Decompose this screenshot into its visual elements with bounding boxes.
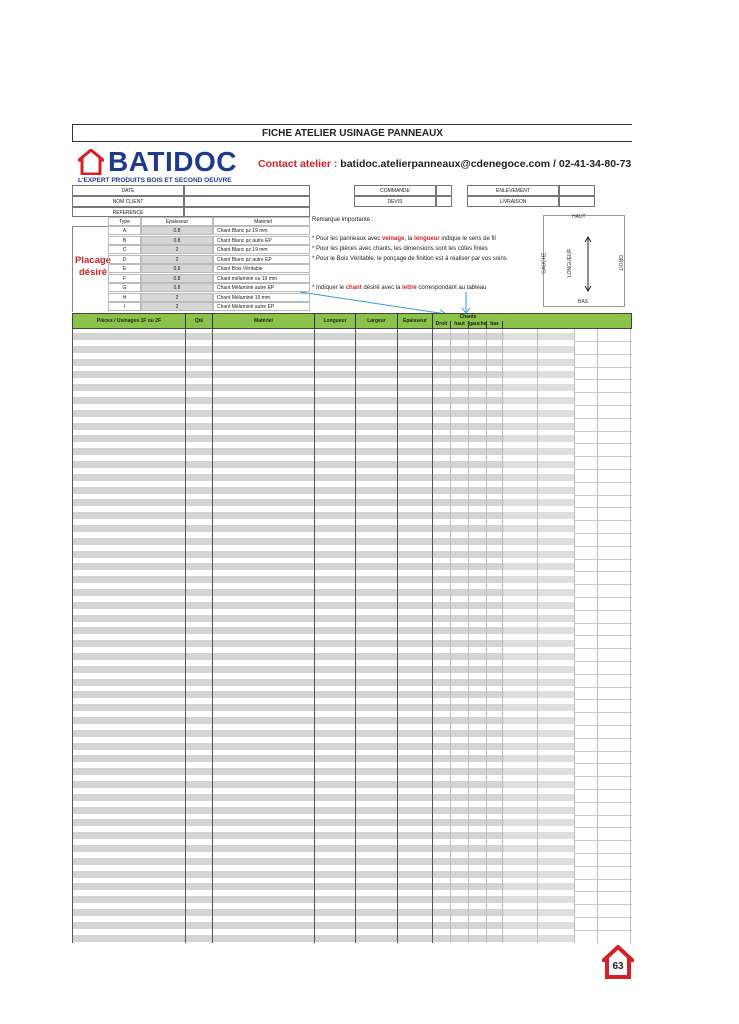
epaisseur-header: Epaisseur	[141, 217, 213, 226]
placage-row	[108, 274, 310, 283]
reference-field[interactable]	[184, 207, 310, 217]
row-divider	[574, 379, 632, 380]
note-chants: * Pour les pièces avec chants, les dimensions sont les côtes finies	[312, 246, 488, 252]
placage-epaisseur: 2	[141, 255, 213, 264]
chant-row-cells[interactable]	[504, 794, 574, 801]
diagram-bas-label: BAS	[578, 299, 589, 305]
chant-row-cells[interactable]	[504, 461, 574, 468]
placage-epaisseur: 2	[141, 245, 213, 254]
table-row[interactable]	[72, 410, 504, 417]
table-row[interactable]	[72, 627, 504, 634]
table-row[interactable]	[72, 883, 504, 890]
row-divider	[574, 571, 632, 572]
note-lettre: * Indiquer le chant désiré avec la lettre correspondant au tableau	[312, 285, 487, 291]
chant-row-cells[interactable]	[504, 474, 574, 481]
table-row[interactable]	[72, 359, 504, 366]
table-row[interactable]	[72, 576, 504, 583]
chant-row-cells[interactable]	[504, 653, 574, 660]
chant-row-cells[interactable]	[504, 730, 574, 737]
table-row[interactable]	[72, 845, 504, 852]
type-header: Type	[108, 217, 141, 226]
date-label: DATE	[72, 185, 184, 196]
table-row[interactable]	[72, 691, 504, 698]
nom-client-label: NOM CLIENT	[72, 196, 184, 207]
row-divider	[574, 738, 632, 739]
table-row[interactable]	[72, 717, 504, 724]
row-divider	[574, 520, 632, 521]
note-veinage: * Pour les panneaux avec veinage, la longueur indique le sens de fil	[312, 236, 496, 242]
commande-label: COMMANDE	[354, 185, 436, 196]
table-row[interactable]	[72, 487, 504, 494]
diagram-gauche-label: GAUCHE	[541, 252, 548, 274]
placage-materiel: Chant Blanc pz 19 mm	[213, 245, 310, 254]
placage-epaisseur: 2	[141, 302, 213, 311]
qte-header: Qté	[186, 314, 213, 328]
row-divider	[574, 853, 632, 854]
chant-row-cells[interactable]	[504, 717, 574, 724]
placage-epaisseur: 2	[141, 293, 213, 302]
page-number: 63	[612, 961, 624, 972]
placage-label	[73, 255, 113, 279]
row-divider	[574, 763, 632, 764]
placage-type: I	[108, 302, 141, 311]
longueur-header: Longueur	[315, 314, 356, 328]
row-divider	[574, 623, 632, 624]
placage-type: B	[108, 236, 141, 245]
chant-row-cells[interactable]	[504, 423, 574, 430]
row-divider	[574, 341, 632, 342]
chant-row-cells[interactable]	[504, 435, 574, 442]
table-row[interactable]	[72, 704, 504, 711]
page-title: FICHE ATELIER USINAGE PANNEAUX	[72, 124, 632, 142]
row-divider	[574, 687, 632, 688]
row-divider	[574, 507, 632, 508]
row-divider	[574, 866, 632, 867]
row-divider	[574, 815, 632, 816]
placage-materiel: Chant mélaminé ou 19 mm	[213, 274, 310, 283]
livraison-label: LIVRAISON	[467, 196, 559, 207]
chant-row-cells[interactable]	[504, 679, 574, 686]
row-divider	[574, 674, 632, 675]
row-divider	[574, 610, 632, 611]
chant-gauche-header: gauche	[469, 321, 487, 327]
row-divider	[574, 597, 632, 598]
placage-header-row	[108, 217, 310, 226]
row-divider	[574, 725, 632, 726]
chant-row-cells[interactable]	[504, 576, 574, 583]
row-divider	[574, 751, 632, 752]
enlevement-field[interactable]	[559, 185, 595, 196]
chant-row-cells[interactable]	[504, 615, 574, 622]
table-row[interactable]	[72, 781, 504, 788]
table-row[interactable]	[72, 461, 504, 468]
row-divider	[574, 495, 632, 496]
row-divider	[574, 635, 632, 636]
enlevement-label: ENLEVEMENT	[467, 185, 559, 196]
diagram-droit-label: DROIT	[616, 255, 623, 271]
row-divider	[574, 904, 632, 905]
row-divider	[574, 917, 632, 918]
chant-row-cells[interactable]	[504, 410, 574, 417]
row-divider	[574, 930, 632, 931]
chant-row-cells[interactable]	[504, 384, 574, 391]
row-divider	[574, 559, 632, 560]
chant-row-cells[interactable]	[504, 371, 574, 378]
placage-materiel: Chant Blanc pz autre EP	[213, 255, 310, 264]
table-row[interactable]	[72, 551, 504, 558]
chant-row-cells[interactable]	[504, 499, 574, 506]
table-row[interactable]	[72, 448, 504, 455]
placage-label-line2: désiré	[79, 267, 107, 278]
contact-phone[interactable]: 02-41-34-80-73	[558, 158, 632, 170]
placage-row	[108, 255, 310, 264]
row-divider	[574, 879, 632, 880]
chant-row-cells[interactable]	[504, 883, 574, 890]
table-row[interactable]	[72, 794, 504, 801]
row-divider	[574, 482, 632, 483]
devis-checkbox[interactable]	[436, 196, 452, 207]
table-row[interactable]	[72, 499, 504, 506]
table-row[interactable]	[72, 909, 504, 916]
table-row[interactable]	[72, 615, 504, 622]
table-row[interactable]	[72, 666, 504, 673]
table-row[interactable]	[72, 589, 504, 596]
date-field[interactable]	[184, 185, 310, 196]
row-divider	[574, 546, 632, 547]
placage-type: E	[108, 264, 141, 273]
row-divider	[574, 533, 632, 534]
commande-checkbox[interactable]	[436, 185, 452, 196]
table-row[interactable]	[72, 384, 504, 391]
chant-row-cells[interactable]	[504, 346, 574, 353]
table-row[interactable]	[72, 896, 504, 903]
table-row[interactable]	[72, 640, 504, 647]
placage-row	[108, 302, 310, 311]
table-row[interactable]	[72, 423, 504, 430]
diagram-haut-label: HAUT	[572, 214, 586, 220]
chant-row-cells[interactable]	[504, 922, 574, 929]
placage-type: C	[108, 245, 141, 254]
brand-logo: BATIDOC	[108, 146, 237, 177]
placage-type: H	[108, 293, 141, 302]
table-row[interactable]	[72, 858, 504, 865]
table-row[interactable]	[72, 333, 504, 340]
chant-row-cells[interactable]	[504, 768, 574, 775]
row-divider	[574, 699, 632, 700]
row-divider	[574, 789, 632, 790]
table-header	[72, 313, 632, 329]
chant-row-cells[interactable]	[504, 871, 574, 878]
placage-row	[108, 283, 310, 292]
chant-droit-header: Droit	[433, 321, 451, 328]
table-row[interactable]	[72, 922, 504, 929]
chant-bas-header: bas	[487, 321, 503, 328]
largeur-header: Largeur	[356, 314, 398, 328]
placage-row	[108, 245, 310, 254]
placage-epaisseur: 0.8	[141, 226, 213, 235]
chant-row-cells[interactable]	[504, 627, 574, 634]
table-row[interactable]	[72, 346, 504, 353]
placage-materiel: Chant Blanc pz 19 mm	[213, 226, 310, 235]
row-divider	[574, 776, 632, 777]
row-divider	[574, 648, 632, 649]
table-row[interactable]	[72, 832, 504, 839]
table-row[interactable]	[72, 525, 504, 532]
chant-row-cells[interactable]	[504, 935, 574, 942]
row-divider	[574, 584, 632, 585]
diagram-longueur-label: LONGUEUR	[567, 248, 574, 278]
placage-materiel: Chant Mélaminé autre EP	[213, 283, 310, 292]
chant-haut-header: haut	[451, 321, 469, 328]
chant-row-cells[interactable]	[504, 755, 574, 762]
chant-row-cells[interactable]	[504, 781, 574, 788]
chant-row-cells[interactable]	[504, 691, 574, 698]
chant-row-cells[interactable]	[504, 359, 574, 366]
row-divider	[574, 367, 632, 368]
chant-row-cells[interactable]	[504, 845, 574, 852]
pieces-grid[interactable]	[72, 329, 632, 943]
chant-row-cells[interactable]	[504, 602, 574, 609]
table-row[interactable]	[72, 512, 504, 519]
row-divider	[574, 469, 632, 470]
contact-line	[258, 158, 631, 170]
chant-row-cells[interactable]	[504, 896, 574, 903]
table-row[interactable]	[72, 538, 504, 545]
notes-heading: Remarque importante :	[312, 217, 374, 223]
placage-materiel: Chant Mélaminé 19 mm	[213, 293, 310, 302]
table-row[interactable]	[72, 755, 504, 762]
placage-materiel: Chant Bois Véritable	[213, 264, 310, 273]
placage-type: D	[108, 255, 141, 264]
row-divider	[574, 405, 632, 406]
row-divider	[574, 802, 632, 803]
table-row[interactable]	[72, 871, 504, 878]
chant-row-cells[interactable]	[504, 807, 574, 814]
chant-row-cells[interactable]	[504, 858, 574, 865]
chant-row-cells[interactable]	[504, 819, 574, 826]
placage-materiel: Chant Blanc pz autre EP	[213, 236, 310, 245]
materiel-header: Matériel	[213, 217, 310, 226]
row-divider	[574, 827, 632, 828]
table-row[interactable]	[72, 730, 504, 737]
livraison-field[interactable]	[559, 196, 595, 207]
house-logo-icon	[78, 149, 104, 175]
placage-epaisseur: 0.6	[141, 264, 213, 273]
table-row[interactable]	[72, 371, 504, 378]
contact-label: Contact atelier :	[258, 158, 338, 170]
row-divider	[574, 661, 632, 662]
placage-type: A	[108, 226, 141, 235]
pieces-header: Pièces / Usinages 1F ou 2F	[73, 314, 186, 328]
chant-row-cells[interactable]	[504, 832, 574, 839]
epaisseur-col-header: Epaisseur	[398, 314, 433, 328]
table-row[interactable]	[72, 807, 504, 814]
chant-row-cells[interactable]	[504, 525, 574, 532]
chant-row-cells[interactable]	[504, 589, 574, 596]
note-bois-veritable: * Pour le Bois Véritable, le ponçage de finition est à réaliser par vos soins	[312, 256, 507, 262]
placage-row	[108, 226, 310, 235]
chants-header: Chants	[459, 314, 477, 320]
row-divider	[574, 354, 632, 355]
table-row[interactable]	[72, 602, 504, 609]
table-row[interactable]	[72, 935, 504, 942]
placage-epaisseur: 0.8	[141, 283, 213, 292]
chant-row-cells[interactable]	[504, 487, 574, 494]
contact-separator: /	[553, 158, 556, 170]
placage-materiel: Chant Mélaminé autre EP	[213, 302, 310, 311]
length-arrow-icon	[584, 236, 592, 292]
table-row[interactable]	[72, 653, 504, 660]
table-row[interactable]	[72, 474, 504, 481]
chant-row-cells[interactable]	[504, 666, 574, 673]
nom-client-field[interactable]	[184, 196, 310, 207]
devis-label: DEVIS	[354, 196, 436, 207]
chant-row-cells[interactable]	[504, 512, 574, 519]
row-divider	[574, 443, 632, 444]
orientation-diagram	[543, 215, 625, 307]
brand-tagline: L'EXPERT PRODUITS BOIS ET SECOND OEUVRE	[78, 177, 232, 184]
chant-row-cells[interactable]	[504, 551, 574, 558]
table-row[interactable]	[72, 679, 504, 686]
row-divider	[574, 418, 632, 419]
chant-row-cells[interactable]	[504, 743, 574, 750]
row-divider	[574, 891, 632, 892]
row-divider	[574, 431, 632, 432]
chant-row-cells[interactable]	[504, 333, 574, 340]
placage-row	[108, 293, 310, 302]
materiel-col-header: Matériel	[213, 314, 315, 328]
placage-row	[108, 264, 310, 273]
chant-row-cells[interactable]	[504, 909, 574, 916]
table-row[interactable]	[72, 768, 504, 775]
table-row[interactable]	[72, 397, 504, 404]
chant-row-cells[interactable]	[504, 397, 574, 404]
placage-type: G	[108, 283, 141, 292]
row-divider	[574, 392, 632, 393]
row-divider	[574, 840, 632, 841]
chant-row-cells[interactable]	[504, 538, 574, 545]
table-row[interactable]	[72, 563, 504, 570]
chant-row-cells[interactable]	[504, 563, 574, 570]
chant-row-cells[interactable]	[504, 448, 574, 455]
placage-row	[108, 236, 310, 245]
table-row[interactable]	[72, 819, 504, 826]
reference-label: REFERENCE	[72, 207, 184, 217]
row-divider	[574, 712, 632, 713]
table-row[interactable]	[72, 435, 504, 442]
chant-row-cells[interactable]	[504, 704, 574, 711]
contact-email[interactable]: batidoc.atelierpanneaux@cdenegoce.com	[340, 158, 551, 170]
chant-row-cells[interactable]	[504, 640, 574, 647]
placage-label-line1: Placage	[75, 255, 111, 266]
table-row[interactable]	[72, 743, 504, 750]
placage-type: F	[108, 274, 141, 283]
placage-epaisseur: 0.8	[141, 236, 213, 245]
row-divider	[574, 456, 632, 457]
placage-epaisseur: 0.8	[141, 274, 213, 283]
